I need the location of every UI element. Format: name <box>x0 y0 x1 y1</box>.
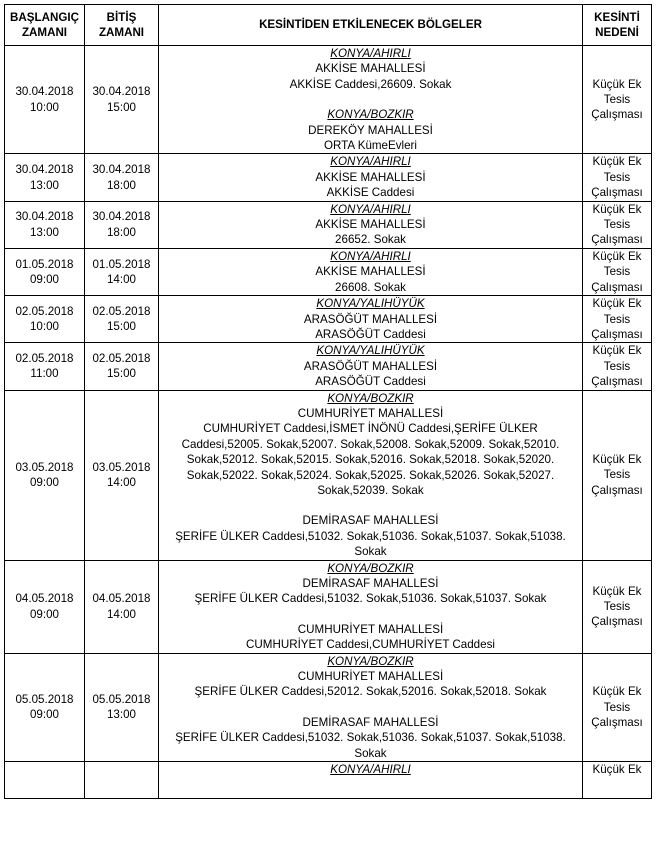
start-cell: 02.05.2018 10:00 <box>5 296 85 343</box>
reason-cell: Küçük Ek Tesis Çalışması <box>583 390 652 560</box>
end-cell: 30.04.2018 18:00 <box>85 201 159 248</box>
reason-cell: Küçük Ek Tesis Çalışması <box>583 560 652 653</box>
region-name: KONYA/BOZKIR <box>327 561 414 575</box>
region-name: KONYA/BOZKIR <box>327 108 414 122</box>
end-cell: 04.05.2018 14:00 <box>85 560 159 653</box>
location-line: DEMİRASAF MAHALLESİ <box>302 715 439 729</box>
outage-table <box>4 4 652 799</box>
table-row <box>5 46 652 154</box>
start-cell: 01.05.2018 09:00 <box>5 248 85 295</box>
header-reason: KESİNTİ NEDENİ <box>583 5 652 46</box>
location-line: ARASÖĞÜT Caddesi <box>315 375 426 389</box>
regions-cell <box>159 154 583 201</box>
location-line: 26608. Sokak <box>335 280 406 294</box>
location-line: Sokak,52039. Sokak <box>317 483 424 497</box>
reason-cell: Küçük Ek Tesis Çalışması <box>583 201 652 248</box>
location-line: Sokak <box>354 746 387 760</box>
region-name: KONYA/YALIHÜYÜK <box>316 344 425 358</box>
end-cell: 05.05.2018 13:00 <box>85 653 159 761</box>
location-line: CUMHURİYET MAHALLESİ <box>297 622 444 636</box>
table-row <box>5 390 652 560</box>
location-line: CUMHURİYET Caddesi,CUMHURİYET Caddesi <box>246 638 495 652</box>
start-cell: 30.04.2018 13:00 <box>5 201 85 248</box>
location-line: ARASÖĞÜT Caddesi <box>315 327 426 341</box>
region-name: KONYA/AHIRLI <box>330 155 411 169</box>
location-line: AKKİSE Caddesi,26609. Sokak <box>289 77 452 91</box>
table-row <box>5 248 652 295</box>
reason-cell: Küçük Ek Tesis Çalışması <box>583 296 652 343</box>
region-name: KONYA/BOZKIR <box>327 391 414 405</box>
end-cell: 01.05.2018 14:00 <box>85 248 159 295</box>
table-row <box>5 343 652 390</box>
location-line: AKKİSE Caddesi <box>326 186 415 200</box>
region-name: KONYA/AHIRLI <box>330 249 411 263</box>
location-line: ARASÖĞÜT MAHALLESİ <box>303 359 438 373</box>
start-cell: 02.05.2018 11:00 <box>5 343 85 390</box>
location-line: DEREKÖY MAHALLESİ <box>308 123 433 137</box>
region-name: KONYA/AHIRLI <box>330 202 411 216</box>
location-line: CUMHURİYET MAHALLESİ <box>297 406 444 420</box>
location-line: ŞERİFE ÜLKER Caddesi,52012. Sokak,52016. Sokak,52018. Sokak <box>194 685 547 699</box>
regions-cell <box>159 296 583 343</box>
location-line: AKKİSE MAHALLESİ <box>315 62 426 76</box>
regions-cell <box>159 762 583 799</box>
location-line: ŞERİFE ÜLKER Caddesi,51032. Sokak,51036. Sokak,51037. Sokak,51038. <box>175 529 566 543</box>
regions-cell <box>159 248 583 295</box>
reason-cell: Küçük Ek <box>583 762 652 799</box>
reason-cell: Küçük Ek Tesis Çalışması <box>583 248 652 295</box>
table-row <box>5 560 652 653</box>
end-cell: 02.05.2018 15:00 <box>85 343 159 390</box>
table-row <box>5 154 652 201</box>
location-line: AKKİSE MAHALLESİ <box>315 170 426 184</box>
start-cell: 30.04.2018 10:00 <box>5 46 85 154</box>
header-end-time: BİTİŞ ZAMANI <box>85 5 159 46</box>
table-row <box>5 201 652 248</box>
region-name: KONYA/YALIHÜYÜK <box>316 297 425 311</box>
start-cell: 30.04.2018 13:00 <box>5 154 85 201</box>
location-line: Caddesi,52005. Sokak,52007. Sokak,52008. Sokak,52009. Sokak,52010. <box>181 437 560 451</box>
location-line: CUMHURİYET Caddesi,İSMET İNÖNÜ Caddesi,ŞERİFE ÜLKER <box>203 422 538 436</box>
header-affected-regions: KESİNTİDEN ETKİLENECEK BÖLGELER <box>159 5 583 46</box>
location-line: DEMİRASAF MAHALLESİ <box>302 577 439 590</box>
regions-cell <box>159 390 583 560</box>
regions-cell <box>159 343 583 390</box>
table-row <box>5 653 652 761</box>
location-line: Sokak <box>354 545 387 559</box>
regions-cell <box>159 46 583 154</box>
region-name: KONYA/AHIRLI <box>330 763 411 777</box>
start-cell: 04.05.2018 09:00 <box>5 560 85 653</box>
reason-cell: Küçük Ek Tesis Çalışması <box>583 653 652 761</box>
start-cell <box>5 762 85 799</box>
location-line: AKKİSE MAHALLESİ <box>315 218 426 232</box>
location-line: ŞERİFE ÜLKER Caddesi,51032. Sokak,51036. Sokak,51037. Sokak <box>194 592 547 606</box>
end-cell <box>85 762 159 799</box>
location-line: CUMHURİYET MAHALLESİ <box>297 670 444 684</box>
location-line: AKKİSE MAHALLESİ <box>315 265 426 279</box>
regions-cell <box>159 560 583 653</box>
table-row <box>5 296 652 343</box>
end-cell: 30.04.2018 18:00 <box>85 154 159 201</box>
start-cell: 03.05.2018 09:00 <box>5 390 85 560</box>
region-name: KONYA/AHIRLI <box>330 47 411 60</box>
location-line: Sokak,52012. Sokak,52015. Sokak,52016. Sokak,52018. Sokak,52020. <box>186 453 555 467</box>
start-cell: 05.05.2018 09:00 <box>5 653 85 761</box>
reason-cell: Küçük Ek Tesis Çalışması <box>583 343 652 390</box>
end-cell: 02.05.2018 15:00 <box>85 296 159 343</box>
end-cell: 30.04.2018 15:00 <box>85 46 159 154</box>
location-line: DEMİRASAF MAHALLESİ <box>302 514 439 528</box>
reason-cell: Küçük Ek Tesis Çalışması <box>583 154 652 201</box>
location-line: ŞERİFE ÜLKER Caddesi,51032. Sokak,51036. Sokak,51037. Sokak,51038. <box>175 731 566 745</box>
location-line: ORTA KümeEvleri <box>324 139 417 153</box>
location-line: ARASÖĞÜT MAHALLESİ <box>303 312 438 326</box>
regions-cell <box>159 653 583 761</box>
end-cell: 03.05.2018 14:00 <box>85 390 159 560</box>
region-name: KONYA/BOZKIR <box>327 654 414 668</box>
header-start-time: BAŞLANGIÇ ZAMANI <box>5 5 85 46</box>
header-row <box>5 5 652 46</box>
location-line: 26652. Sokak <box>335 233 406 247</box>
partial-row <box>5 762 652 799</box>
reason-cell: Küçük Ek Tesis Çalışması <box>583 46 652 154</box>
regions-cell <box>159 201 583 248</box>
location-line: Sokak,52022. Sokak,52024. Sokak,52025. Sokak,52026. Sokak,52027. <box>186 468 555 482</box>
